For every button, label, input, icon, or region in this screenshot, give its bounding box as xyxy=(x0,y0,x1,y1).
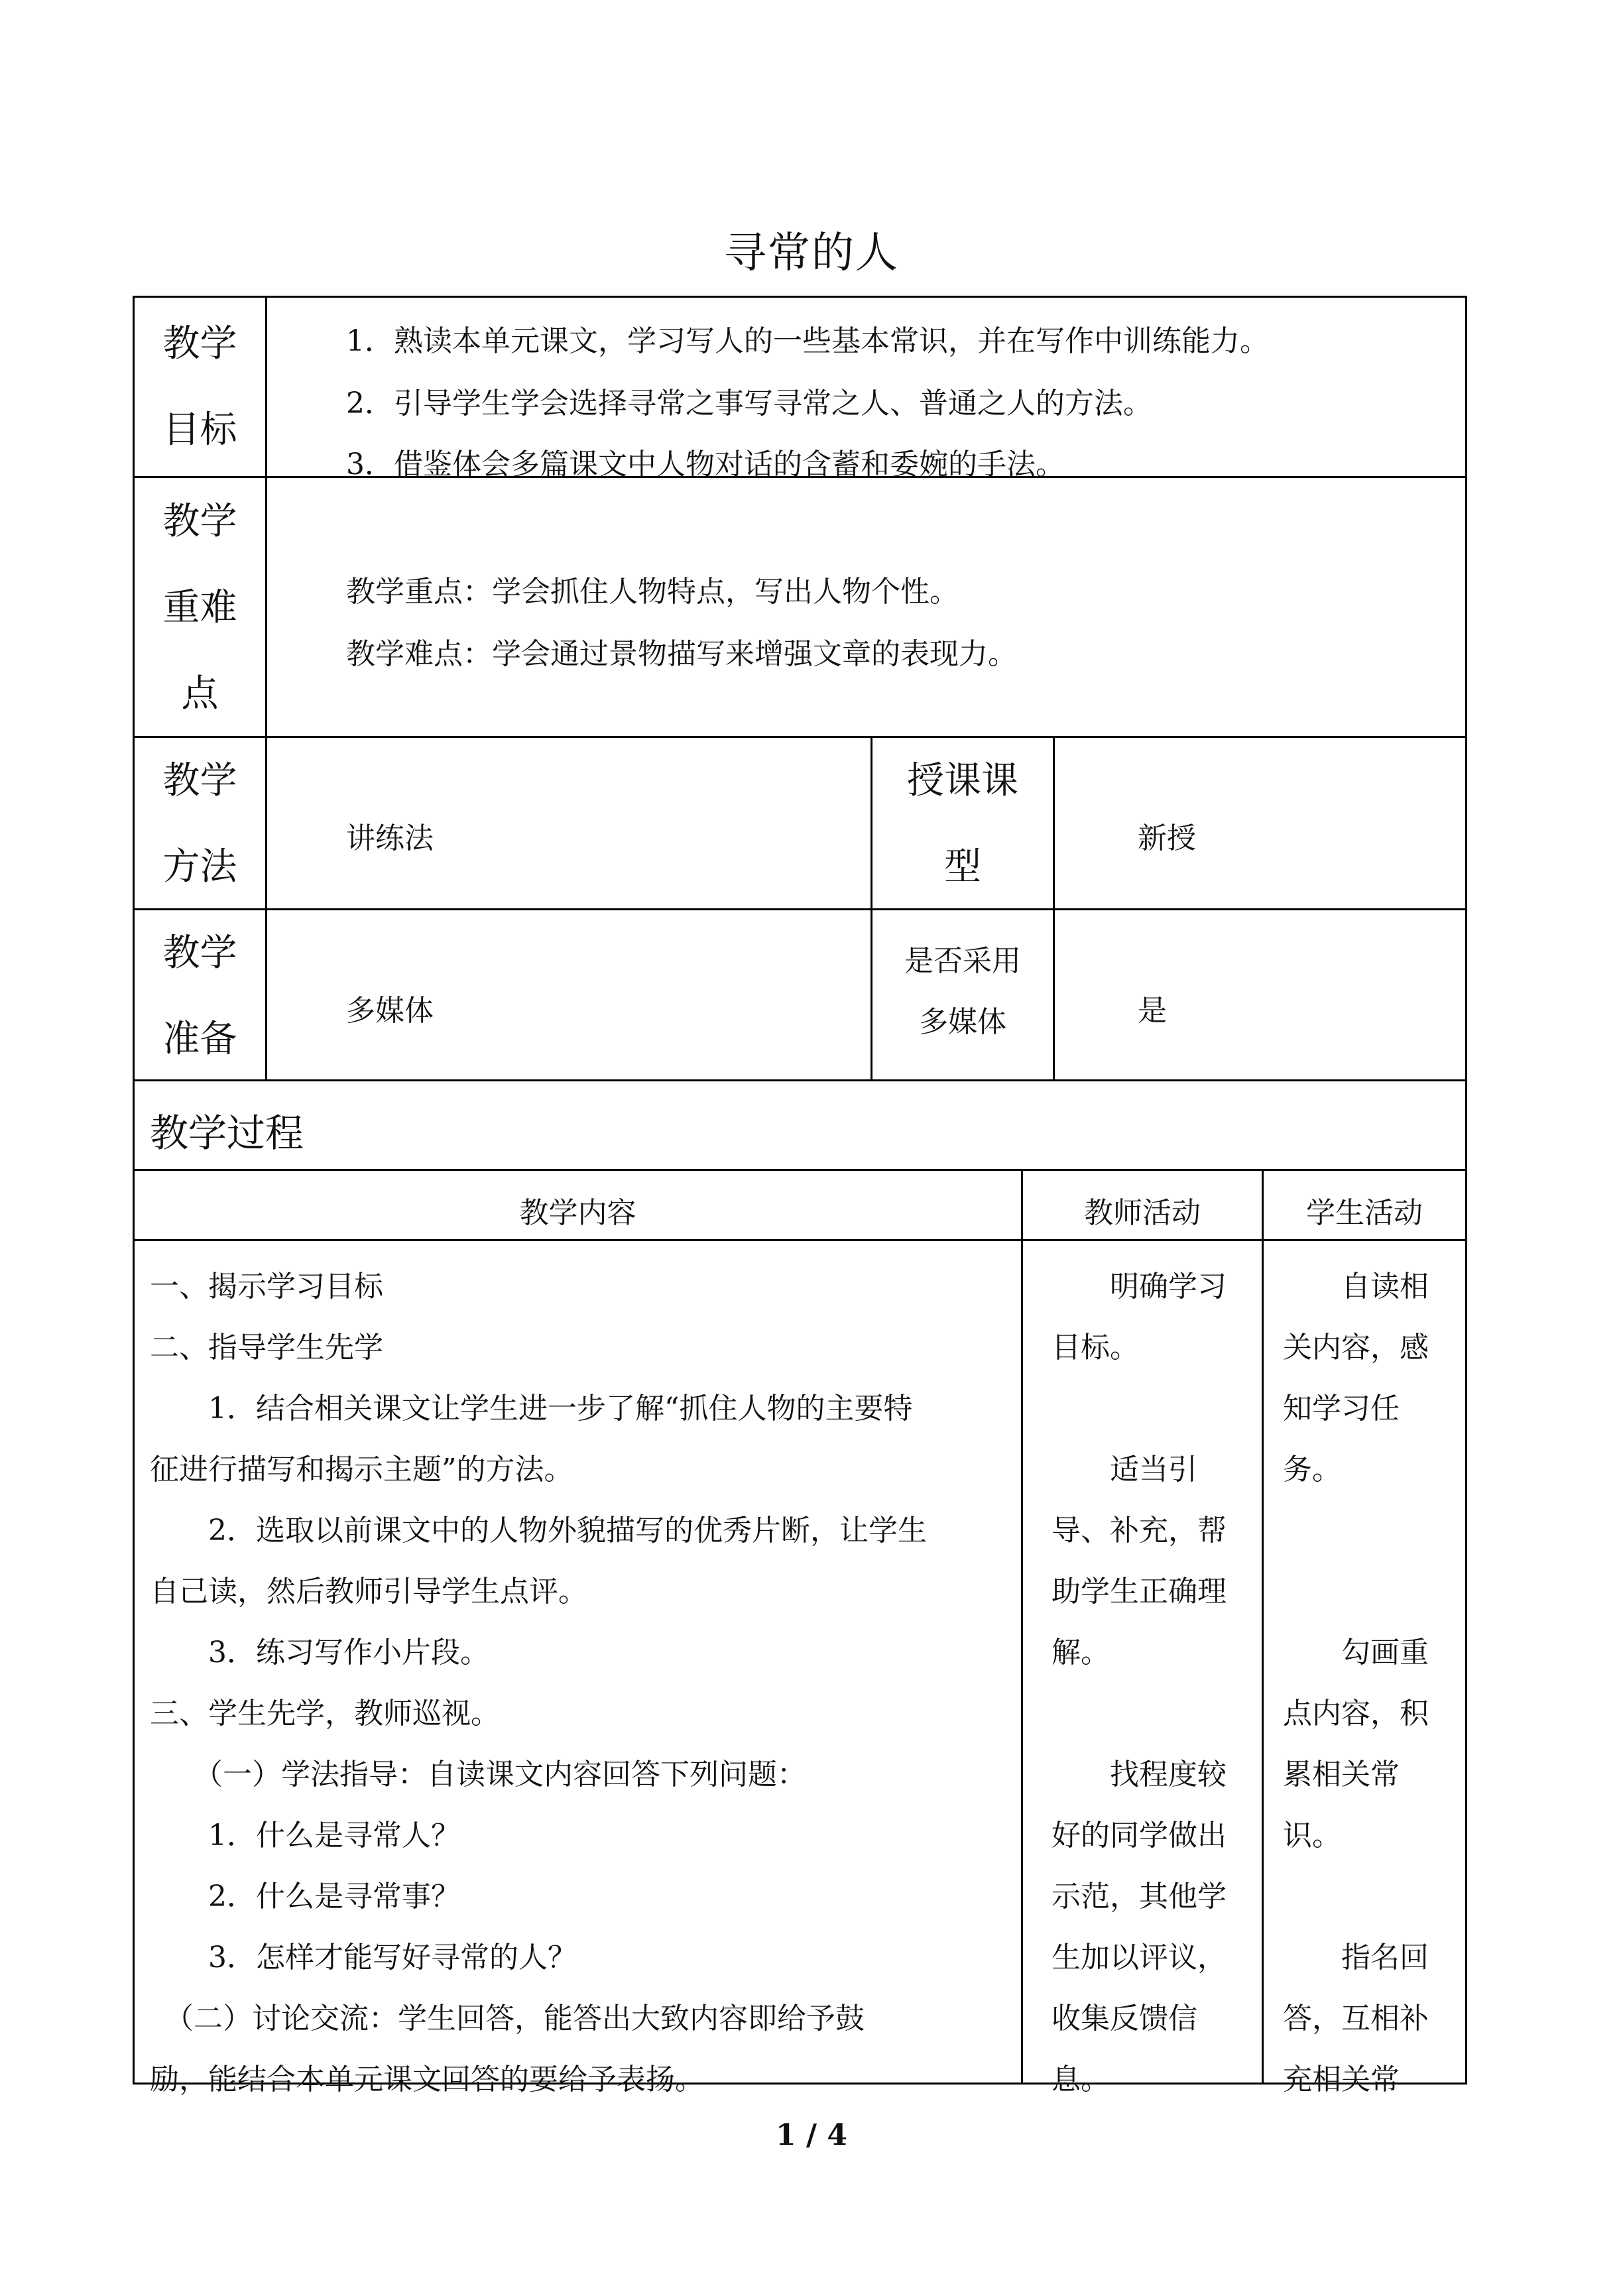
prep-value: 多媒体 xyxy=(346,994,434,1028)
content-line: 2．选取以前课文中的人物外貌描写的优秀片断，让学生 xyxy=(150,1514,927,1547)
content-line: 二、指导学生先学 xyxy=(150,1331,383,1364)
key-point-difficulty: 教学难点：学会通过景物描写来增强文章的表现力。 xyxy=(346,637,1017,671)
teacher-line: 导、补充，帮 xyxy=(1052,1514,1227,1547)
student-line: 知学习任 xyxy=(1283,1392,1400,1425)
content-line: 2．什么是寻常事？ xyxy=(150,1880,460,1913)
content-line: 自己读，然后教师引导学生点评。 xyxy=(150,1575,587,1608)
student-line: 答，互相补 xyxy=(1283,2002,1429,2035)
content-line: 3．怎样才能写好寻常的人？ xyxy=(150,1941,577,1974)
content-line: 征进行描写和揭示主题”的方法。 xyxy=(150,1453,573,1486)
teacher-line: 收集反馈信 xyxy=(1052,2002,1197,2035)
content-line: 1．结合相关课文让学生进一步了解“抓住人物的主要特 xyxy=(150,1392,913,1425)
student-line: 充相关常 xyxy=(1283,2063,1400,2096)
student-line: 点内容，积 xyxy=(1283,1697,1429,1730)
student-line: 自读相 xyxy=(1283,1270,1429,1303)
teacher-line: 生加以评议， xyxy=(1052,1941,1227,1974)
prep-label: 教学 准备 xyxy=(162,932,237,1061)
column-header-student: 学生活动 xyxy=(1306,1196,1423,1230)
student-line: 指名回 xyxy=(1283,1941,1429,1974)
key-points-label: 教学 重难 点 xyxy=(162,500,237,715)
method-label: 教学 方法 xyxy=(162,759,237,888)
teacher-line: 解。 xyxy=(1052,1636,1110,1669)
teacher-line: 示范，其他学 xyxy=(1052,1880,1227,1913)
column-header-content: 教学内容 xyxy=(519,1196,636,1230)
content-line: 励，能结合本单元课文回答的要给予表扬。 xyxy=(150,2063,704,2096)
teacher-line: 找程度较 xyxy=(1052,1758,1227,1791)
page-title: 寻常的人 xyxy=(724,229,899,278)
content-line: 一、揭示学习目标 xyxy=(150,1270,383,1303)
content-line: （一）学法指导：自读课文内容回答下列问题： xyxy=(150,1758,806,1791)
page-number: 1 / 4 xyxy=(776,2118,847,2152)
student-line: 关内容，感 xyxy=(1283,1331,1429,1364)
student-line: 勾画重 xyxy=(1283,1636,1429,1669)
method-value: 讲练法 xyxy=(346,821,434,855)
multimedia-label: 是否采用 多媒体 xyxy=(904,944,1021,1039)
content-line: （二）讨论交流：学生回答，能答出大致内容即给予鼓 xyxy=(150,2002,865,2035)
student-line: 识。 xyxy=(1283,1819,1341,1852)
objectives-label: 教学 目标 xyxy=(162,322,237,452)
teacher-line: 适当引 xyxy=(1052,1453,1197,1486)
process-heading: 教学过程 xyxy=(150,1111,304,1156)
objective-item: 2．引导学生学会选择寻常之事写寻常之人、普通之人的方法。 xyxy=(346,387,1152,420)
student-line: 务。 xyxy=(1283,1453,1341,1486)
objective-item: 1．熟读本单元课文，学习写人的一些基本常识，并在写作中训练能力。 xyxy=(346,324,1269,358)
teacher-line: 助学生正确理 xyxy=(1052,1575,1227,1608)
key-point-focus: 教学重点：学会抓住人物特点，写出人物个性。 xyxy=(346,575,959,609)
objective-item: 3．借鉴体会多篇课文中人物对话的含蓄和委婉的手法。 xyxy=(346,448,1065,481)
multimedia-value: 是 xyxy=(1138,994,1167,1028)
column-header-teacher: 教师活动 xyxy=(1084,1196,1201,1230)
content-line: 1．什么是寻常人？ xyxy=(150,1819,460,1852)
teacher-line: 目标。 xyxy=(1052,1331,1139,1364)
teacher-line: 息。 xyxy=(1052,2063,1110,2096)
content-line: 三、学生先学，教师巡视。 xyxy=(150,1697,500,1730)
teacher-line: 好的同学做出 xyxy=(1052,1819,1227,1852)
teacher-line: 明确学习 xyxy=(1052,1270,1227,1303)
lesson-type-label: 授课课 型 xyxy=(907,759,1018,888)
content-line: 3．练习写作小片段。 xyxy=(150,1636,489,1669)
student-line: 累相关常 xyxy=(1283,1758,1400,1791)
lesson-type-value: 新授 xyxy=(1138,821,1196,855)
